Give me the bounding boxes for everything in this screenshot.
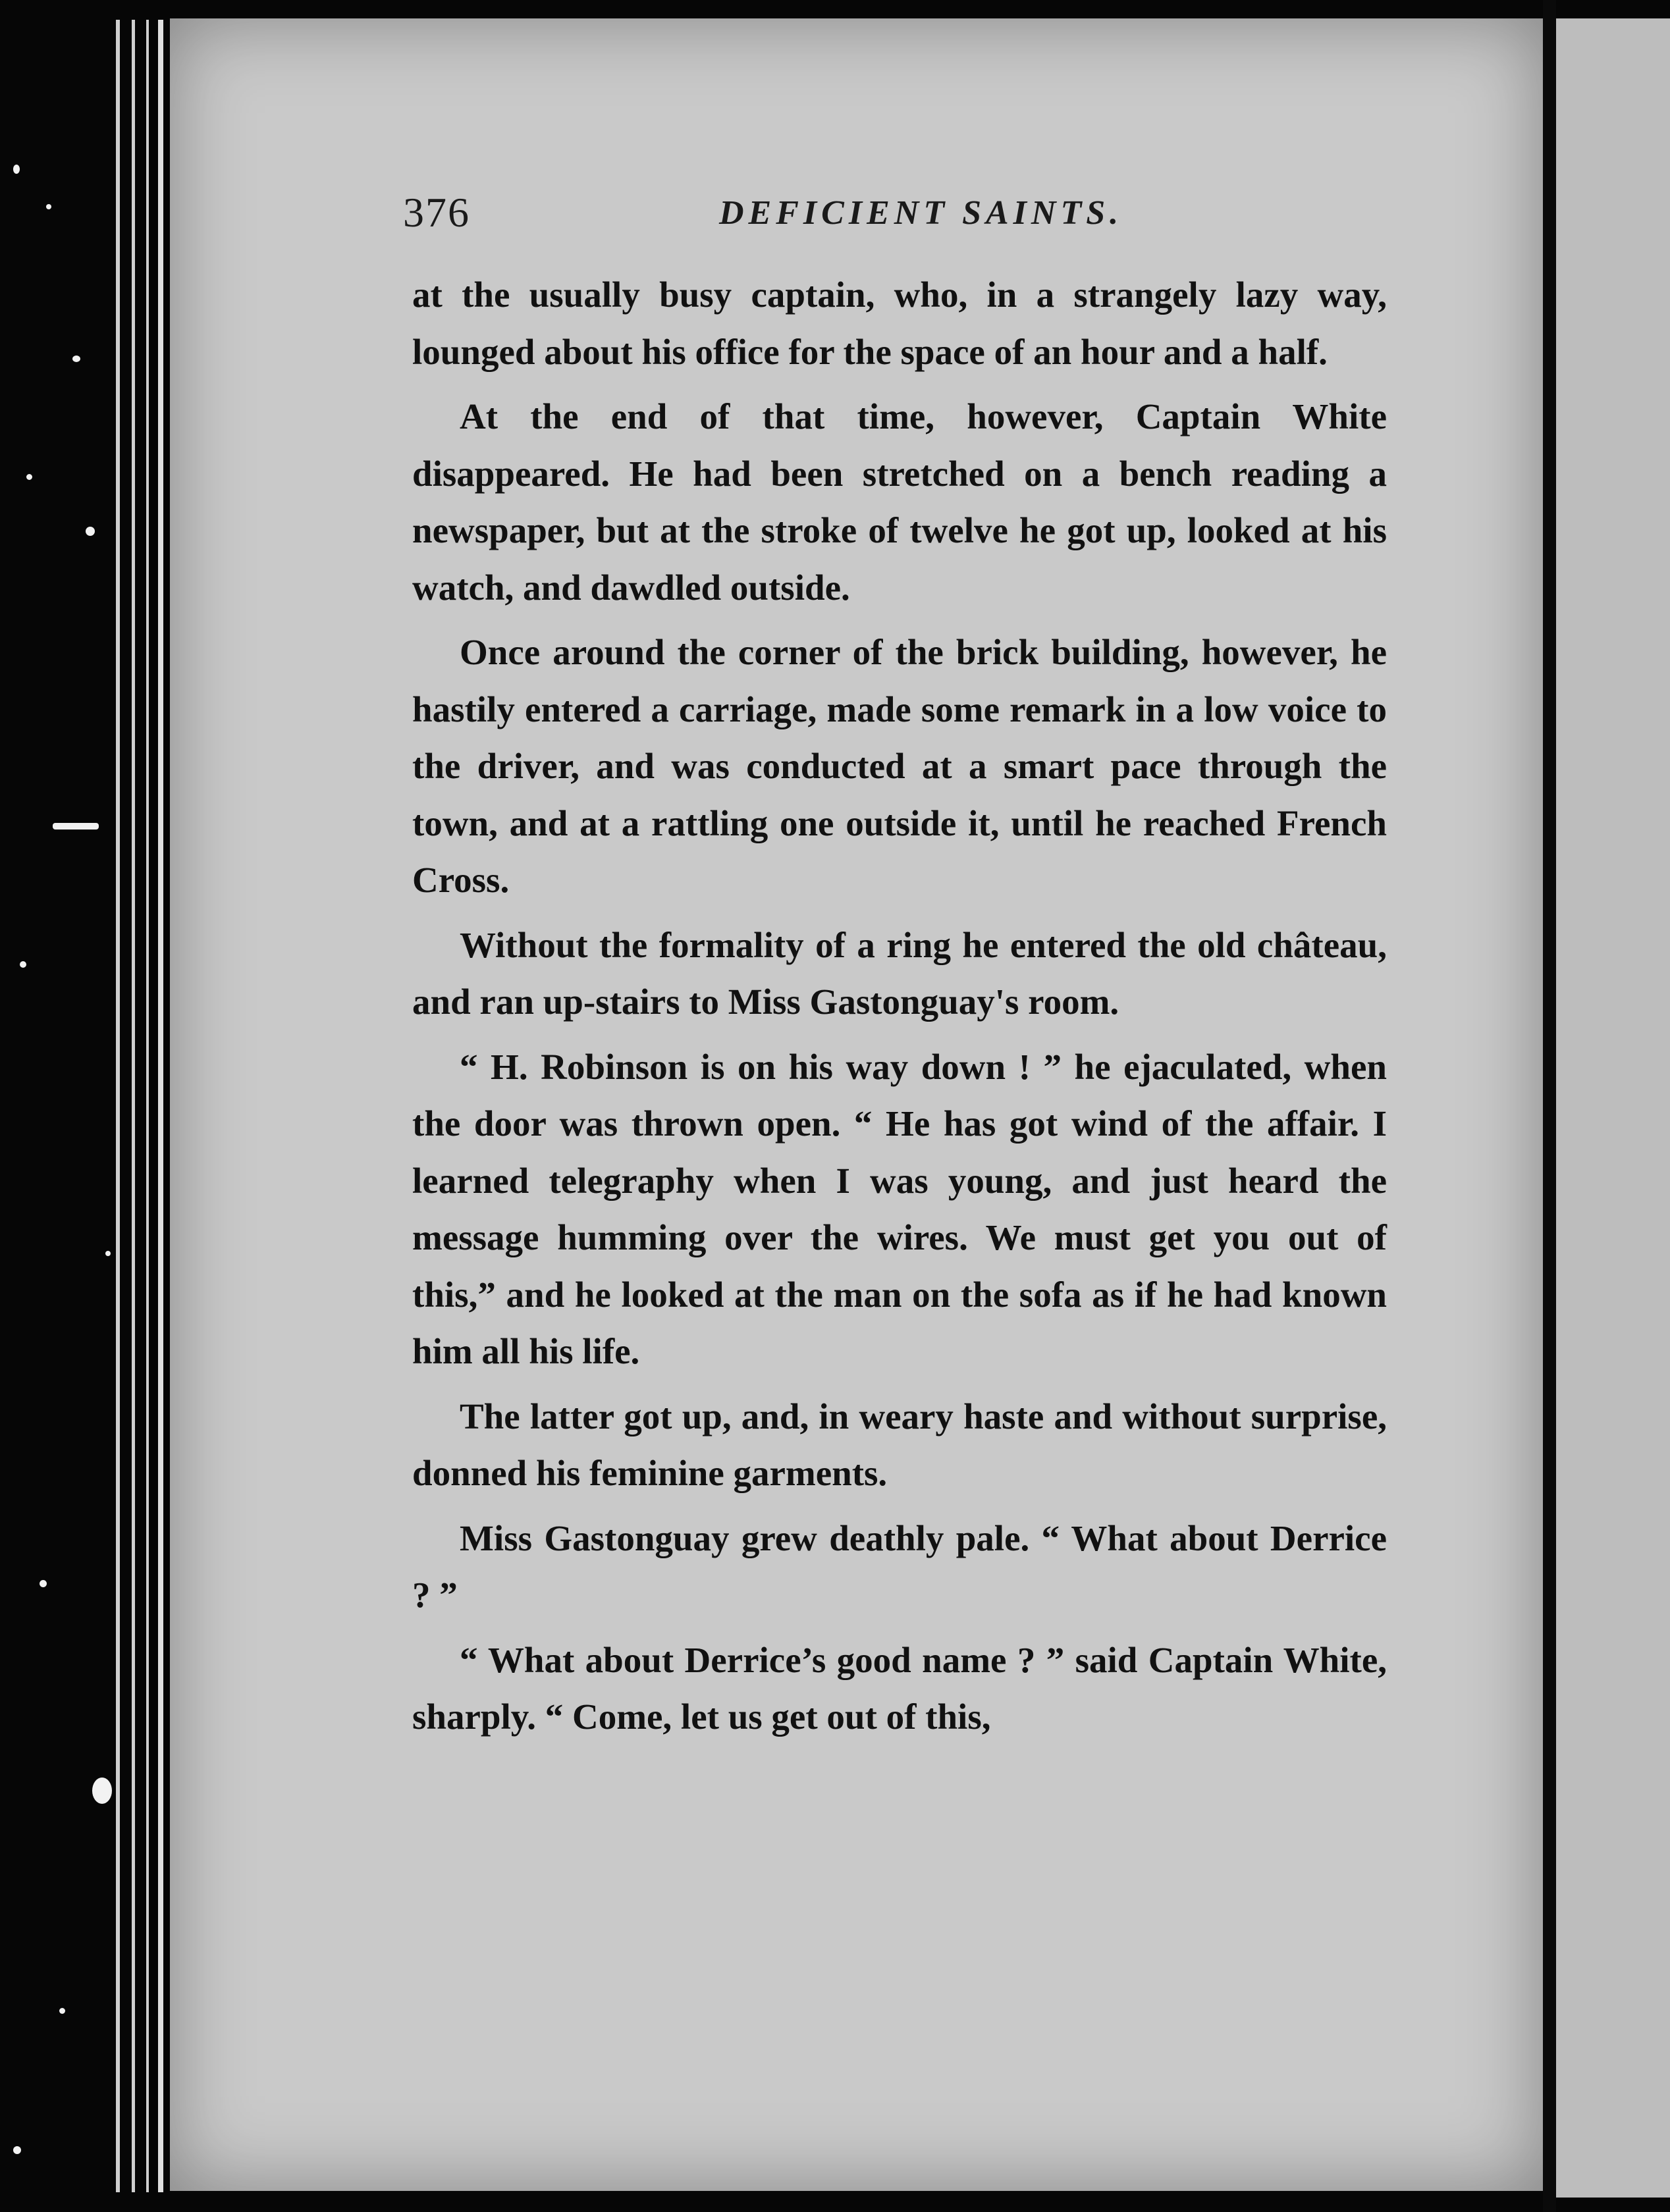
scan-speck	[105, 1251, 111, 1256]
page-header	[403, 188, 1391, 248]
book-edge-line	[158, 20, 163, 2192]
scan-speck	[26, 474, 32, 480]
paragraph: Once around the corner of the brick building, however, he hastily entered a carriage, made some remark in a low voice to the driver, and was conducted at a smart pace through the town, and at a rattling one outside it, until he reached French Cross.	[412, 632, 1387, 900]
book-edge-line	[146, 20, 149, 2192]
scan-speck	[40, 1580, 47, 1587]
facing-page-edge	[1556, 18, 1670, 2198]
paragraph: The latter got up, and, in weary haste and without surprise, donned his feminine garments.	[412, 1396, 1387, 1493]
scan-speck	[20, 961, 26, 968]
paragraph: “ H. Robinson is on his way down ! ” he ejaculated, when the door was thrown open. “ He has got wind of the affair. I learned telegraphy when I was young, and just heard the message humming over the wires. We must get you out of this,” and he looked at the man on the sofa as if he had known him all his life.	[412, 1046, 1387, 1371]
scan-speck	[13, 2146, 21, 2154]
scan-speck	[86, 527, 95, 536]
body-text	[412, 267, 1387, 1754]
gutter-shadow	[1543, 0, 1556, 2212]
paragraph: At the end of that time, however, Captain White disappeared. He had been stretched on a bench reading a newspaper, but at the stroke of twelve he got up, looked at his watch, and dawdled outside.	[412, 396, 1387, 608]
scan-speck	[72, 356, 80, 362]
scan-speck	[13, 165, 20, 174]
scan-speck	[46, 204, 51, 209]
page-number: 376	[403, 189, 470, 236]
book-edge-line	[116, 20, 120, 2192]
scan-speck	[92, 1778, 112, 1804]
paragraph: Without the formality of a ring he entered the old château, and ran up-stairs to Miss Gastonguay's room.	[412, 924, 1387, 1022]
paragraph: Miss Gastonguay grew deathly pale. “ What about Derrice ? ”	[412, 1517, 1387, 1615]
scan-speck	[53, 823, 99, 830]
paragraph: at the usually busy captain, who, in a strangely lazy way, lounged about his office for the space of an hour and a half.	[412, 275, 1387, 372]
scan-speck	[59, 2008, 65, 2014]
running-head: DEFICIENT SAINTS.	[719, 194, 1123, 232]
paragraph: “ What about Derrice’s good name ? ” said Captain White, sharply. “ Come, let us get out of this,	[412, 1639, 1387, 1737]
book-edge-line	[132, 20, 135, 2192]
